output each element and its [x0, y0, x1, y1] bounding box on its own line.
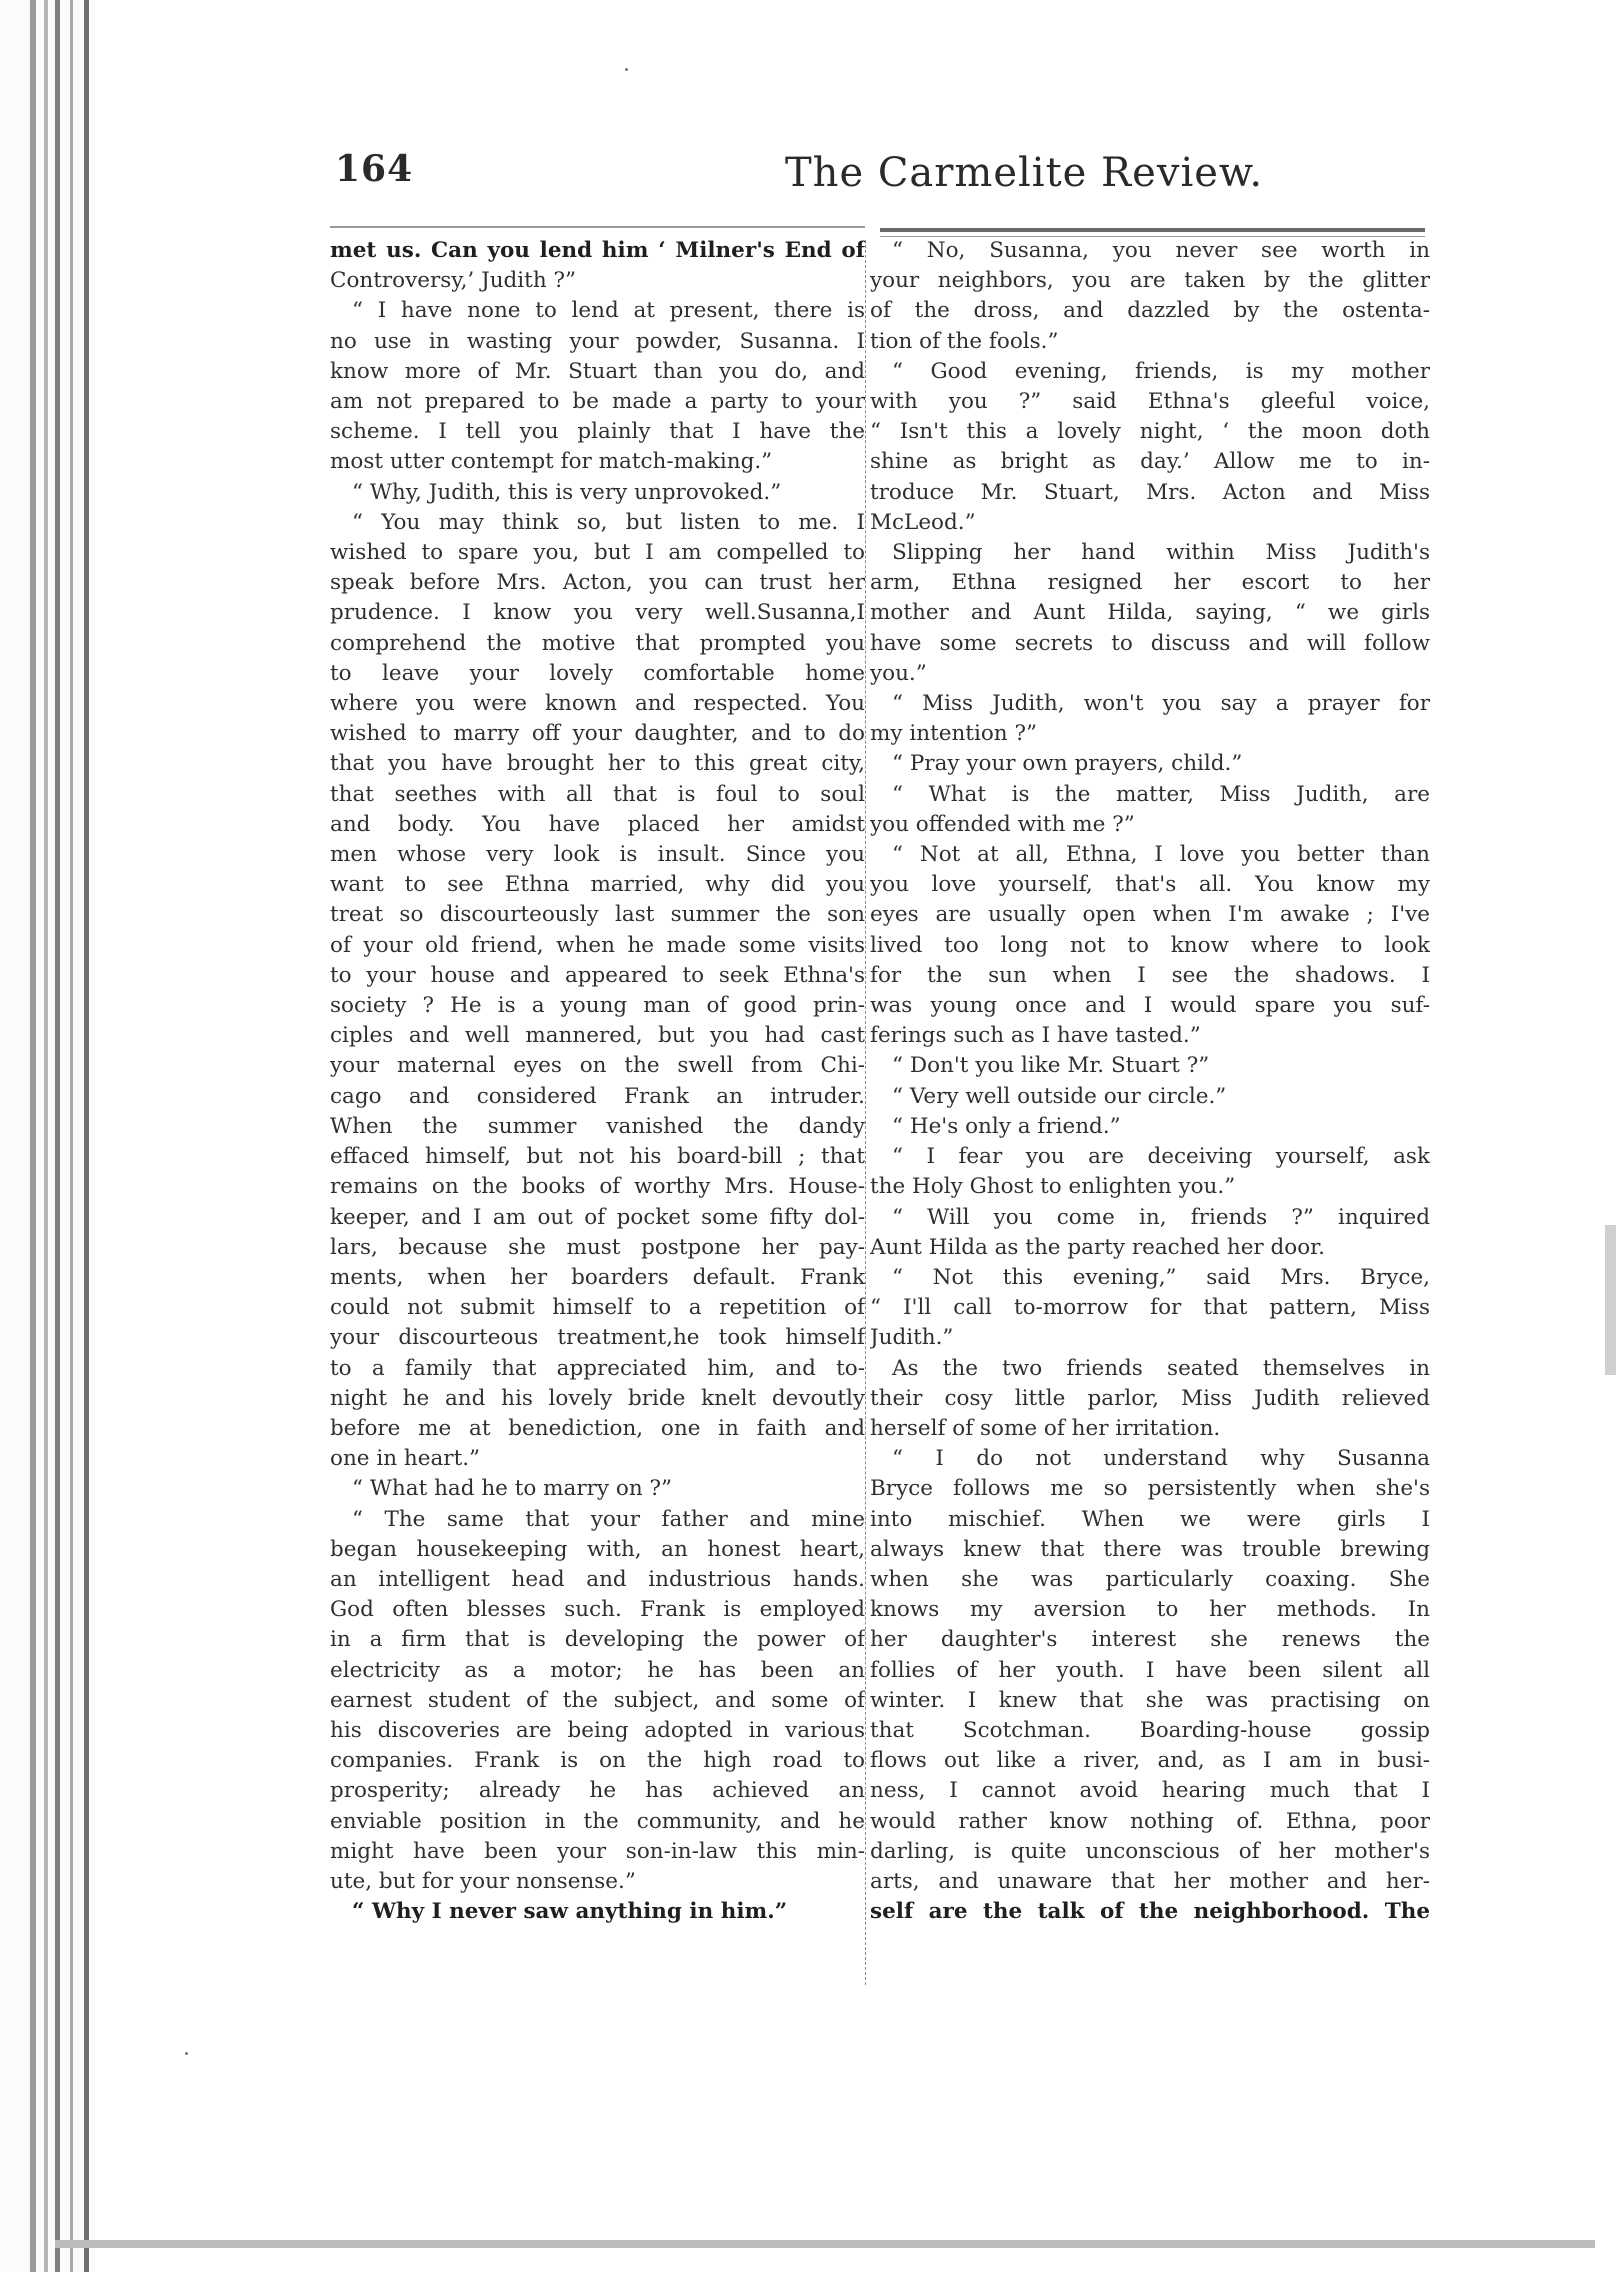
text-line: always knew that there was trouble brewing [870, 1536, 1430, 1562]
text-line: that seethes with all that is foul to soul [330, 781, 865, 807]
text-line: wished to spare you, but I am compelled to [330, 540, 865, 566]
text-line: you offended with me ?” [870, 811, 1135, 837]
text-line: began housekeeping with, an honest heart, [330, 1536, 865, 1562]
text-line: to leave your lovely comfortable home [330, 660, 865, 686]
left-column [330, 236, 865, 1927]
text-line: an intelligent head and industrious hands. [330, 1566, 865, 1592]
text-line: my intention ?” [870, 721, 1037, 747]
text-line: their cosy little parlor, Miss Judith relieved [870, 1385, 1430, 1411]
text-line: know more of Mr. Stuart than you do, and [330, 358, 865, 384]
text-line: ute, but for your nonsense.” [330, 1868, 636, 1894]
text-line: herself of some of her irritation. [870, 1415, 1221, 1441]
text-line: have some secrets to discuss and will follow [870, 630, 1430, 656]
text-line: “ I have none to lend at present, there is [352, 298, 865, 324]
text-line: troduce Mr. Stuart, Mrs. Acton and Miss [870, 479, 1430, 505]
text-line: “ I'll call to-morrow for that pattern, Miss [870, 1295, 1430, 1321]
text-line: mother and Aunt Hilda, saying, “ we girls [870, 600, 1430, 626]
text-line: prosperity; already he has achieved an [330, 1778, 865, 1804]
text-line: God often blesses such. Frank is employed [330, 1597, 865, 1623]
text-line: you love yourself, that's all. You know my [870, 872, 1430, 898]
text-line: ments, when her boarders default. Frank [330, 1264, 865, 1290]
text-line: darling, is quite unconscious of her mother's [870, 1838, 1430, 1864]
text-line: Aunt Hilda as the party reached her door. [870, 1234, 1325, 1260]
text-line: where you were known and respected. You [330, 691, 865, 717]
text-line: was young once and I would spare you suf- [870, 993, 1430, 1019]
text-line: treat so discourteously last summer the son [330, 902, 865, 928]
text-line: that Scotchman. Boarding-house gossip [870, 1717, 1430, 1743]
header-rule [880, 228, 1425, 232]
text-line: would rather know nothing of. Ethna, poor [870, 1808, 1430, 1834]
text-line: the Holy Ghost to enlighten you.” [870, 1174, 1236, 1200]
text-line: “ What is the matter, Miss Judith, are [892, 781, 1430, 807]
text-line: arts, and unaware that her mother and her- [870, 1868, 1430, 1894]
text-line: and body. You have placed her amidst [330, 811, 865, 837]
page-number: 164 [335, 148, 414, 190]
page-edge [30, 0, 36, 2272]
text-line: that you have brought her to this great city, [330, 751, 865, 777]
text-line: When the summer vanished the dandy [330, 1113, 865, 1139]
text-line: when she was particularly coaxing. She [870, 1566, 1430, 1592]
text-line: society ? He is a young man of good prin- [330, 993, 865, 1019]
text-line: might have been your son-in-law this min- [330, 1838, 865, 1864]
page-edge [44, 0, 48, 2272]
text-line: your discourteous treatment,he took himself [330, 1325, 865, 1351]
text-line: “ Pray your own prayers, child.” [892, 751, 1243, 777]
text-line: could not submit himself to a repetition of [330, 1295, 865, 1321]
text-line: McLeod.” [870, 509, 976, 535]
text-line: comprehend the motive that prompted you [330, 630, 865, 656]
text-line: knows my aversion to her methods. In [870, 1597, 1430, 1623]
text-line: winter. I knew that she was practising on [870, 1687, 1430, 1713]
text-line: “ Not at all, Ethna, I love you better than [892, 842, 1430, 868]
text-line: earnest student of the subject, and some of [330, 1687, 865, 1713]
text-line: follies of her youth. I have been silent all [870, 1657, 1430, 1683]
scan-speck [625, 68, 628, 71]
book-binding [0, 0, 95, 2272]
text-line: lars, because she must postpone her pay- [330, 1234, 865, 1260]
text-line: one in heart.” [330, 1446, 481, 1472]
running-title: The Carmelite Review. [785, 150, 1264, 196]
text-line: enviable position in the community, and he [330, 1808, 865, 1834]
text-line: your maternal eyes on the swell from Chi- [330, 1053, 865, 1079]
text-line: “ I do not understand why Susanna [892, 1446, 1430, 1472]
text-line: scheme. I tell you plainly that I have the [330, 419, 865, 445]
text-line: your neighbors, you are taken by the glitter [870, 268, 1430, 294]
text-line: wished to marry off your daughter, and to do [330, 721, 865, 747]
text-line: his discoveries are being adopted in various [330, 1717, 865, 1743]
text-line: “ No, Susanna, you never see worth in [892, 238, 1430, 263]
text-line: ciples and well mannered, but you had cast [330, 1023, 865, 1049]
text-line: companies. Frank is on the high road to [330, 1748, 865, 1774]
text-line: “ Why I never saw anything in him.” [352, 1899, 788, 1925]
page-edge [55, 0, 60, 2272]
text-line: ferings such as I have tasted.” [870, 1023, 1201, 1049]
text-line: in a firm that is developing the power of [330, 1627, 865, 1653]
text-line: arm, Ethna resigned her escort to her [870, 570, 1430, 596]
text-line: electricity as a motor; he has been an [330, 1657, 865, 1683]
text-line: eyes are usually open when I'm awake ; I've [870, 902, 1430, 928]
text-line: Controversy,’ Judith ?” [330, 268, 577, 294]
column-divider [865, 240, 867, 1985]
text-line: speak before Mrs. Acton, you can trust her [330, 570, 865, 596]
text-line: met us. Can you lend him ‘ Milner's End of [330, 238, 865, 263]
text-line: “ Why, Judith, this is very unprovoked.” [352, 479, 782, 505]
text-line: most utter contempt for match-making.” [330, 449, 773, 475]
text-line: prudence. I know you very well.Susanna,I [330, 600, 865, 626]
scan-speck [185, 2052, 188, 2055]
text-line: to your house and appeared to seek Ethna's [330, 962, 865, 988]
text-line: “ You may think so, but listen to me. I [352, 509, 865, 535]
text-line: her daughter's interest she renews the [870, 1627, 1430, 1653]
text-line: “ The same that your father and mine [352, 1506, 865, 1532]
text-line: “ Good evening, friends, is my mother [892, 358, 1430, 384]
text-line: ness, I cannot avoid hearing much that I [870, 1778, 1430, 1804]
text-line: want to see Ethna married, why did you [330, 872, 865, 898]
text-line: “ Not this evening,” said Mrs. Bryce, [892, 1264, 1430, 1290]
text-line: tion of the fools.” [870, 328, 1059, 354]
text-line: “ He's only a friend.” [892, 1113, 1121, 1139]
text-line: night he and his lovely bride knelt devoutly [330, 1385, 865, 1411]
text-line: lived too long not to know where to look [870, 932, 1430, 958]
text-line: “ Don't you like Mr. Stuart ?” [892, 1053, 1210, 1079]
text-line: “ Miss Judith, won't you say a prayer for [892, 691, 1430, 717]
text-line: flows out like a river, and, as I am in busi- [870, 1748, 1430, 1774]
text-line: “ Very well outside our circle.” [892, 1083, 1227, 1109]
text-line: of the dross, and dazzled by the ostenta- [870, 298, 1430, 324]
text-line: of your old friend, when he made some visits [330, 932, 865, 958]
page-edge [84, 0, 89, 2272]
text-line: to a family that appreciated him, and to- [330, 1355, 865, 1381]
text-line: effaced himself, but not his board-bill ; that [330, 1144, 865, 1170]
text-line: shine as bright as day.’ Allow me to in- [870, 449, 1430, 475]
text-line: with you ?” said Ethna's gleeful voice, [870, 389, 1430, 415]
text-line: no use in wasting your powder, Susanna. I [330, 328, 865, 354]
text-line: for the sun when I see the shadows. I [870, 962, 1430, 988]
page-edge [70, 0, 73, 2272]
header-rule-left [330, 226, 865, 228]
text-line: before me at benediction, one in faith and [330, 1415, 865, 1441]
text-line: Bryce follows me so persistently when she's [870, 1476, 1430, 1502]
text-line: men whose very look is insult. Since you [330, 842, 865, 868]
text-line: Judith.” [870, 1325, 954, 1351]
right-column [870, 236, 1430, 1927]
text-line: am not prepared to be made a party to your [330, 389, 865, 415]
text-line: cago and considered Frank an intruder. [330, 1083, 865, 1109]
text-line: you.” [870, 660, 927, 686]
text-line: remains on the books of worthy Mrs. House- [330, 1174, 865, 1200]
text-line: Slipping her hand within Miss Judith's [892, 540, 1430, 566]
text-line: keeper, and I am out of pocket some fifty dol- [330, 1204, 865, 1230]
text-line: “ I fear you are deceiving yourself, ask [892, 1144, 1430, 1170]
text-line: As the two friends seated themselves in [892, 1355, 1430, 1381]
text-line: “ Isn't this a lovely night, ‘ the moon doth [870, 419, 1430, 445]
text-line: into mischief. When we were girls I [870, 1506, 1430, 1532]
text-line: “ Will you come in, friends ?” inquired [892, 1204, 1430, 1230]
text-line: “ What had he to marry on ?” [352, 1476, 673, 1502]
text-line: self are the talk of the neighborhood. The [870, 1899, 1430, 1925]
